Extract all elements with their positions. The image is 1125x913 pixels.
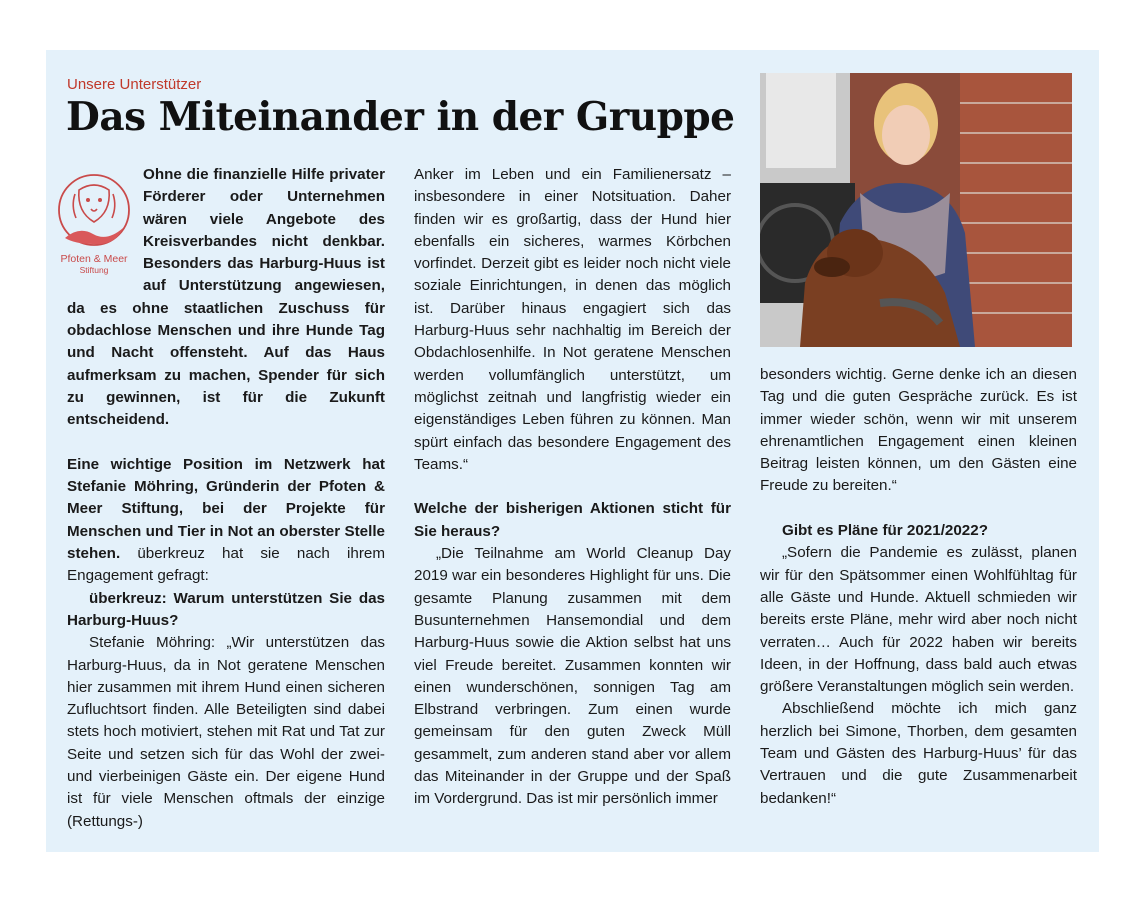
photo-woman-with-dog — [760, 73, 1072, 347]
question-3: Gibt es Pläne für 2021/2022? — [782, 522, 988, 540]
article-column-1 — [60, 164, 385, 833]
article-column-2 — [414, 164, 731, 811]
paragraph-2-bold: Eine wichtige Position im Netzwerk hat Stefanie Möhring, Gründerin der Pfoten & Meer Stiftung, bei der Projekte für Menschen und Tier in Not an oberster Stelle stehen. — [67, 455, 385, 563]
answer-2-continued: besonders wichtig. Gerne denke ich an diesen Tag und die guten Gespräche zurück. Es ist immer wieder schön, wenn wir mit unserem ehrenamtlichen Engagement einen kleinen Beitrag leisten können, um den Gästen eine Freude zu bereiten.“ — [760, 366, 1077, 495]
logo-line-2: Stiftung — [79, 265, 109, 275]
answer-2: „Die Teilnahme am World Cleanup Day 2019 war ein besonderes Highlight für uns. Die gesamte Planung zusammen mit dem Busunternehmen Hansemondial und dem Harburg-Huus sowie die Aktion selbst hat uns viel Freude bereitet. Zusammen konnten wir einen wunderschönen, sonnigen Tag am Elbstrand verbringen. Zum einen wurde gemeinsam für den guten Zweck Müll gesammelt, zum anderen stand aber vor allem das Miteinander in der Gruppe und der Spaß im Vordergrund. Das ist mir persönlich immer — [414, 545, 731, 808]
paragraph-2 — [67, 454, 385, 588]
paragraph-2-rest: überkreuz hat sie nach ihrem Engagement gefragt: — [67, 545, 385, 585]
section-kicker: Unsere Unterstützer — [67, 76, 202, 93]
answer-1-continued: Anker im Leben und ein Familienersatz – insbesondere in einer Notsituation. Daher finden wir es großartig, dass der Hund hier ebenfalls ein sicheres, warmes Körbchen vorfindet. Derzeit gibt es leider noch nicht viele soziale Einrichtungen, in denen das möglich ist. Darüber hinaus engagiert sich das Harburg-Huus sehr nachhaltig im Bereich der Obdachlosenhilfe. In Not geratene Menschen werden vollumfänglich unterstützt, um möglichst zeitnah und langfristig wieder ein eigenständiges Leben führen zu können. Man spürt einfach das besondere Engagement des Teams.“ — [414, 166, 731, 473]
question-2: Welche der bisherigen Aktionen sticht für Sie heraus? — [414, 500, 731, 540]
pfoten-meer-logo — [53, 164, 135, 276]
answer-1: Stefanie Möhring: „Wir unterstützen das Harburg-Huus, da in Not geratene Menschen hier zusammen mit ihrem Hund einen sicheren Zufluchtsort finden. Alle Beteiligten sind dabei stets hoch motiviert, stehen mit Rat und Tat zur Seite und setzen sich für das Wohl der zwei- und vierbeinigen Gäste ein. Der eigene Hund ist für viele Menschen oftmals der einzige (Rettungs-) — [67, 634, 385, 830]
closing-paragraph: Abschließend möchte ich mich ganz herzlich bei Simone, Thorben, dem gesamten Team und Gästen des Harburg-Huus’ für das Vertrauen und die gute Zusammenarbeit bedanken!“ — [760, 700, 1077, 807]
logo-line-1: Pfoten & Meer — [60, 253, 128, 265]
article-headline: Das Miteinander in der Gruppe — [66, 94, 735, 140]
intro-paragraph: Ohne die finanzielle Hilfe privater Förderer oder Unternehmen wären viele Angebote des Kreisverbandes nicht denkbar. Besonders das Harburg-Huus ist auf Unterstützung angewiesen, da es ohne staatlichen Zuschuss für obdachlose Menschen und ihre Hunde Tag und Nacht offensteht. Auf das Haus aufmerksam zu machen, Spender für sich zu gewinnen, ist für die Zukunft entscheidend. — [67, 166, 385, 429]
question-1: überkreuz: Warum unterstützen Sie das Harburg-Huus? — [67, 589, 385, 629]
answer-3: „Sofern die Pandemie es zulässt, planen wir für den Spätsommer einen Wohlfühltag für alle Gäste und Hunde. Aktuell schmieden wir bereits erste Pläne, mehr wird aber noch nicht verraten… Auch für 2022 haben wir bereits Ideen, in der Hoffnung, dass bald auch etwas größere Veranstaltungen möglich sein werden. — [760, 544, 1077, 696]
article-column-3 — [760, 364, 1077, 810]
